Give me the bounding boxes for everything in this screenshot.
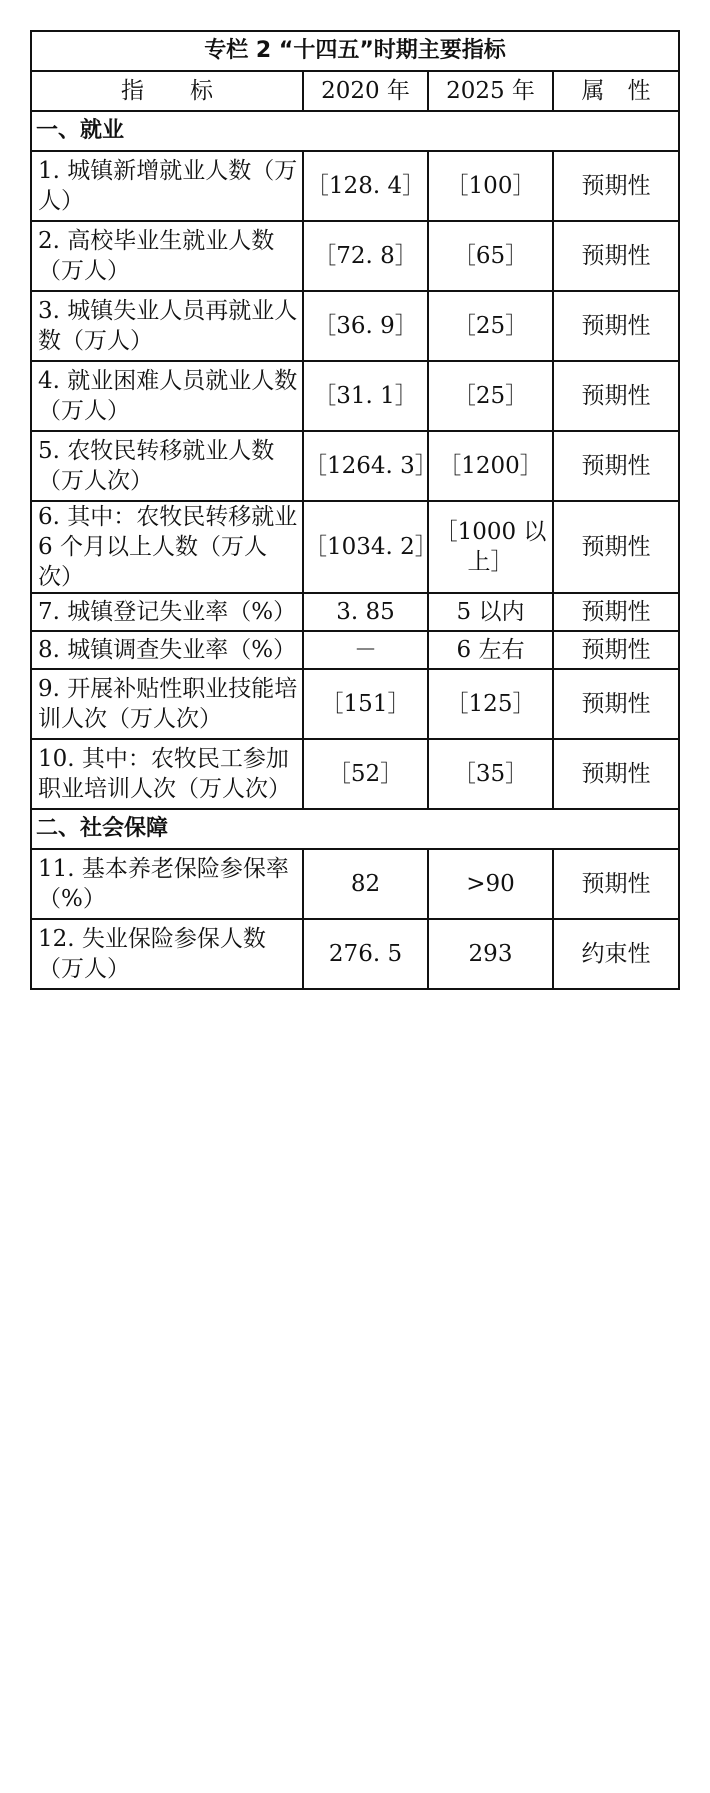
- attribute-value: 约束性: [553, 919, 679, 989]
- value-2020: 82: [303, 849, 428, 919]
- attribute-value: 预期性: [553, 221, 679, 291]
- value-2025: >90: [428, 849, 553, 919]
- table-row: [31, 501, 679, 593]
- value-2025: ［35］: [428, 739, 553, 809]
- table-title: 专栏 2 “十四五”时期主要指标: [31, 31, 679, 71]
- section-row: [31, 111, 679, 151]
- value-2025: ［65］: [428, 221, 553, 291]
- value-2025: ［25］: [428, 361, 553, 431]
- attribute-value: 预期性: [553, 151, 679, 221]
- value-2020: ［128. 4］: [303, 151, 428, 221]
- table-row: [31, 631, 679, 669]
- table-row: [31, 669, 679, 739]
- value-2025: 5 以内: [428, 593, 553, 631]
- value-2020: ［52］: [303, 739, 428, 809]
- value-2020: ［31. 1］: [303, 361, 428, 431]
- value-2025: 6 左右: [428, 631, 553, 669]
- indicator-name: 12. 失业保险参保人数（万人）: [31, 919, 303, 989]
- value-2020: ［36. 9］: [303, 291, 428, 361]
- value-2020: 276. 5: [303, 919, 428, 989]
- table-row: [31, 361, 679, 431]
- table-body: [31, 31, 679, 989]
- header-indicator: 指 标: [31, 71, 303, 111]
- indicator-name: 10. 其中：农牧民工参加职业培训人次（万人次）: [31, 739, 303, 809]
- indicator-name: 9. 开展补贴性职业技能培训人次（万人次）: [31, 669, 303, 739]
- table-row: [31, 151, 679, 221]
- table-row: [31, 919, 679, 989]
- indicator-name: 8. 城镇调查失业率（%）: [31, 631, 303, 669]
- value-2020: ［1264. 3］: [303, 431, 428, 501]
- value-2025: ［1000 以上］: [428, 501, 553, 593]
- value-2020: ［151］: [303, 669, 428, 739]
- attribute-value: 预期性: [553, 291, 679, 361]
- attribute-value: 预期性: [553, 593, 679, 631]
- value-2020: ［1034. 2］: [303, 501, 428, 593]
- indicator-table-container: [30, 30, 678, 990]
- indicator-name: 4. 就业困难人员就业人数（万人）: [31, 361, 303, 431]
- value-2025: ［1200］: [428, 431, 553, 501]
- header-attribute: 属 性: [553, 71, 679, 111]
- attribute-value: 预期性: [553, 739, 679, 809]
- indicator-name: 6. 其中：农牧民转移就业6 个月以上人数（万人次）: [31, 501, 303, 593]
- attribute-value: 预期性: [553, 849, 679, 919]
- indicator-name: 1. 城镇新增就业人数（万人）: [31, 151, 303, 221]
- value-2025: ［25］: [428, 291, 553, 361]
- attribute-value: 预期性: [553, 431, 679, 501]
- table-row: [31, 291, 679, 361]
- indicator-name: 5. 农牧民转移就业人数（万人次）: [31, 431, 303, 501]
- indicator-name: 2. 高校毕业生就业人数（万人）: [31, 221, 303, 291]
- table-row: [31, 849, 679, 919]
- table-row: [31, 739, 679, 809]
- section-label: 一、就业: [31, 111, 679, 151]
- header-2020: 2020 年: [303, 71, 428, 111]
- value-2020: ［72. 8］: [303, 221, 428, 291]
- header-2025: 2025 年: [428, 71, 553, 111]
- value-2025: ［125］: [428, 669, 553, 739]
- value-2025: 293: [428, 919, 553, 989]
- value-2020: －: [303, 631, 428, 669]
- table-row: [31, 431, 679, 501]
- header-row: [31, 71, 679, 111]
- attribute-value: 预期性: [553, 501, 679, 593]
- value-2025: ［100］: [428, 151, 553, 221]
- indicator-name: 11. 基本养老保险参保率（%）: [31, 849, 303, 919]
- attribute-value: 预期性: [553, 669, 679, 739]
- table-row: [31, 593, 679, 631]
- value-2020: 3. 85: [303, 593, 428, 631]
- indicator-name: 7. 城镇登记失业率（%）: [31, 593, 303, 631]
- section-label: 二、社会保障: [31, 809, 679, 849]
- attribute-value: 预期性: [553, 361, 679, 431]
- indicator-name: 3. 城镇失业人员再就业人数（万人）: [31, 291, 303, 361]
- indicator-table: [30, 30, 680, 990]
- section-row: [31, 809, 679, 849]
- attribute-value: 预期性: [553, 631, 679, 669]
- table-row: [31, 221, 679, 291]
